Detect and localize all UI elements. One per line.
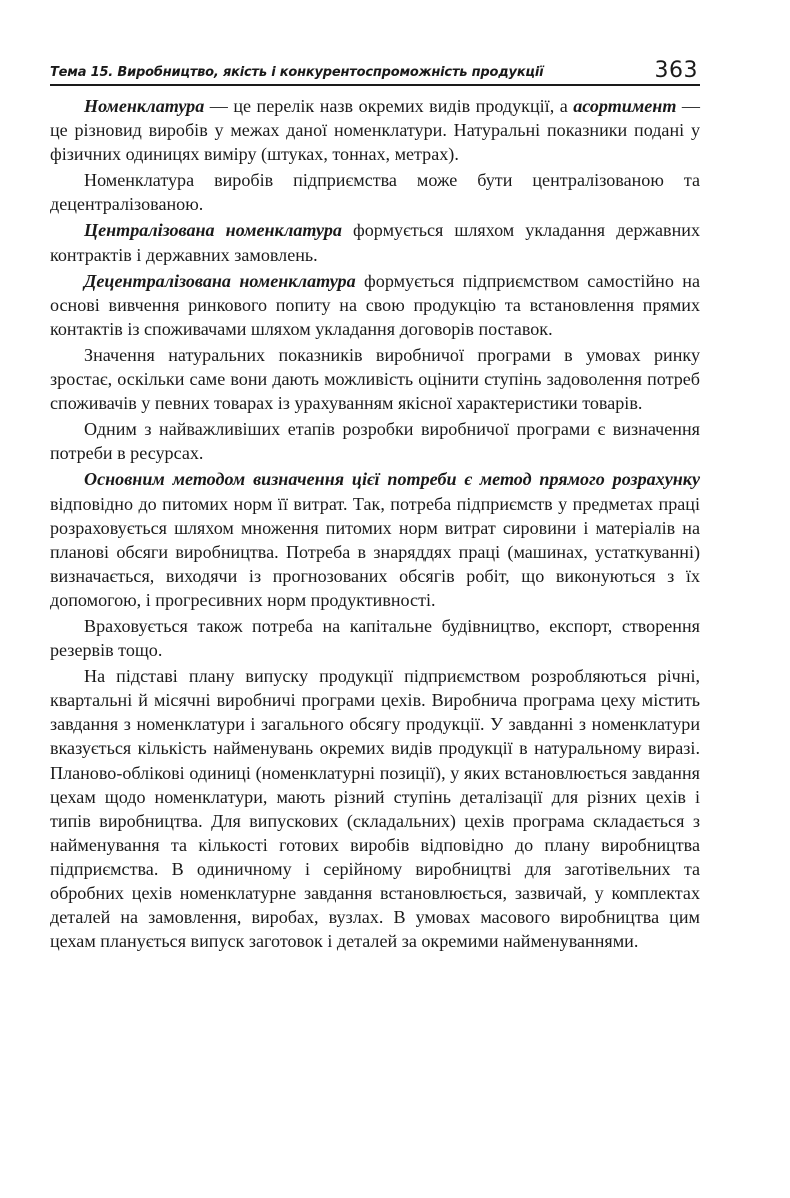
body-text	[50, 94, 700, 953]
paragraph-nomenclature	[50, 94, 700, 166]
term-nomenclature: Номенклатура	[84, 96, 205, 116]
paragraph-nomenclature-types	[50, 168, 700, 216]
paragraph-text: — це перелік назв окремих видів продукції, а	[204, 96, 574, 116]
term-assortment: асортимент	[573, 96, 677, 116]
paragraph-text: формується підприємством самостійно на основі вивчення ринкового попиту на свою продукцію та встановлення прямих контактів із споживачами шляхом укладання договорів поставок.	[50, 270, 700, 339]
paragraph-resource-needs	[50, 417, 700, 465]
book-page	[50, 50, 700, 955]
paragraph-text: Значення натуральних показників виробничої програми в умовах ринку зростає, оскільки саме вони дають можливість оцінити ступінь задоволення потреб споживачів у певних товарах із урахуванням якісної характеристики товарів.	[50, 344, 700, 414]
paragraph-centralized	[50, 218, 700, 266]
term-decentralized-nomenclature: Децентралізована номенклатура	[84, 270, 356, 291]
paragraph-text: Враховується також потреба на капітальне будівництво, експорт, створення резервів тощо.	[50, 615, 700, 661]
paragraph-decentralized	[50, 269, 700, 341]
page-number: 363	[654, 58, 698, 83]
paragraph-text: Одним з найважливіших етапів розробки виробничої програми є визначення потреби в ресурсах.	[50, 419, 700, 464]
paragraph-text: формується шляхом укладання державних контрактів і державних замовлень.	[50, 220, 700, 265]
running-title: Тема 15. Виробництво, якість і конкурентоспроможність продукції	[50, 65, 544, 80]
paragraph-shop-programs	[50, 664, 700, 953]
term-centralized-nomenclature: Централізована номенклатура	[84, 220, 342, 241]
paragraph-text: — це різновид виробів у межах даної номенклатури. Натуральні показники подані у фізичних одиницях виміру (штуках, тоннах, метрах).	[50, 96, 701, 165]
term-direct-calculation-method: Основним методом визначення цієї потреби є метод прямого розрахунку	[84, 469, 700, 490]
paragraph-text: відповідно до питомих норм її витрат. Так, потреба підприємств у предметах праці розраховується шляхом множення питомих норм витрат сировини і матеріалів на планові обсяги виробництва. Потреба в знаряддях праці (машинах, устаткуванні) визначається, виходячи із прогнозованих обсягів робіт, що виконуються з їх допомогою, і прогресивних норм продуктивності.	[50, 493, 700, 610]
paragraph-natural-indicators	[50, 343, 700, 415]
paragraph-capital-construction	[50, 614, 700, 662]
running-header	[50, 50, 700, 86]
paragraph-direct-calculation	[50, 467, 700, 612]
paragraph-text: Номенклатура виробів підприємства може бути централізованою та децентралізованою.	[50, 170, 700, 215]
paragraph-text: На підставі плану випуску продукції підприємством розробляються річні, квартальні й місячні виробничі програми цехів. Виробнича програма цеху містить завдання з номенклатури і загального обсягу продукції. У завданні з номенклатури вказується кількість найменувань окремих видів продукції в натуральному виразі. Планово-облікові одиниці (номенклатурні позиції), у яких встановлюється завдання цехам щодо номенклатури, мають різний ступінь деталізації для різних цехів і типів виробництва. Для випускових (складальних) цехів програма складається з найменування та кількості готових виробів відповідно до плану виробництва підприємства. В одиничному і серійному виробництві для заготівельних та обробних цехів номенклатурне завдання встановлюється, зазвичай, у комплектах деталей на замовлення, виробах, вузлах. В умовах масового виробництва цим цехам планується випуск заготовок і деталей за окремими найменуваннями.	[50, 666, 700, 952]
